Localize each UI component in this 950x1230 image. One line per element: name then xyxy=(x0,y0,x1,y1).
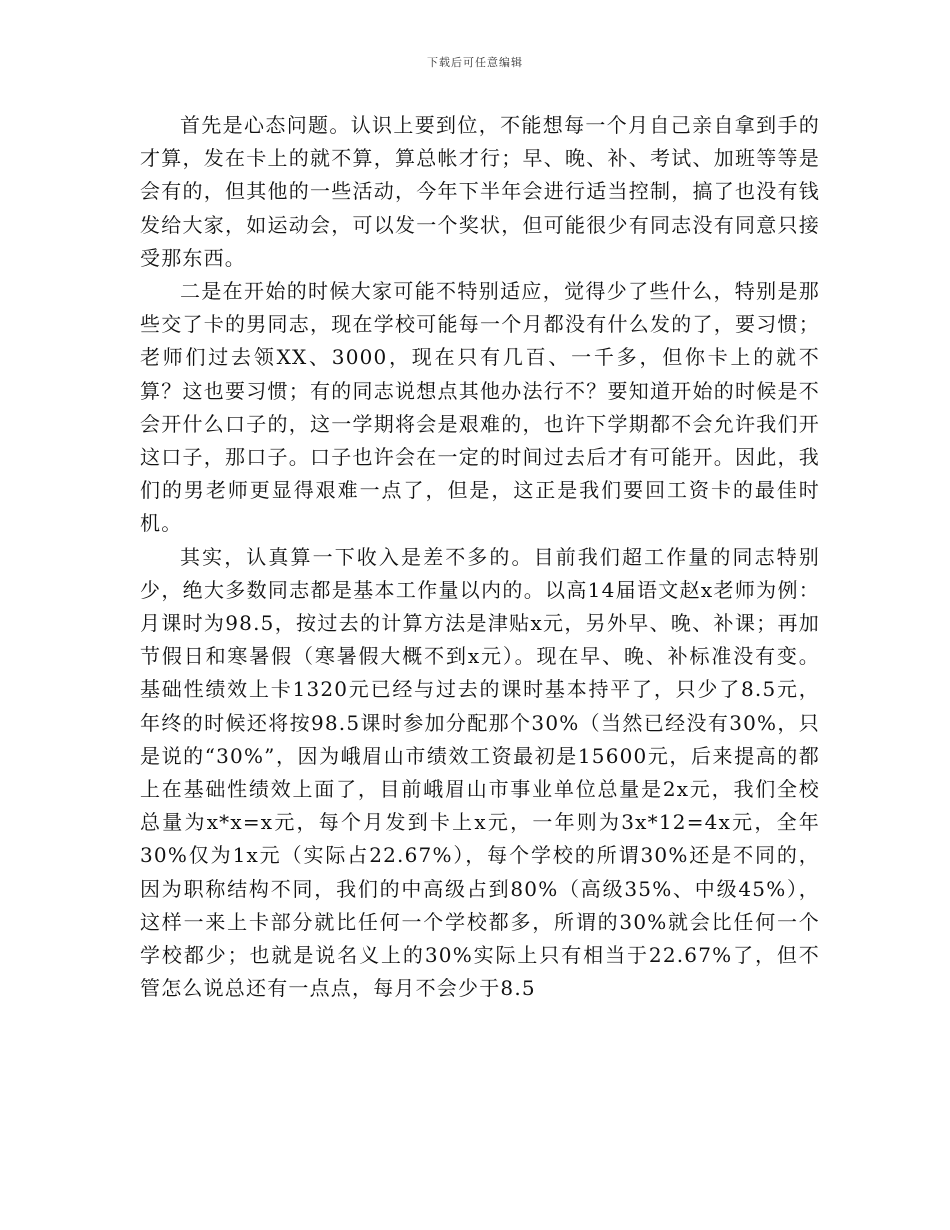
document-body xyxy=(140,109,820,1005)
paragraph-1: 首先是心态问题。认识上要到位，不能想每一个月自己亲自拿到手的才算，发在卡上的就不算，算总帐才行；早、晚、补、考试、加班等等是会有的，但其他的一些活动，今年下半年会进行适当控制，搞了也没有钱发给大家，如运动会，可以发一个奖状，但可能很少有同志没有同意只接受那东西。 xyxy=(140,113,820,270)
paragraph-2: 二是在开始的时候大家可能不特别适应，觉得少了些什么，特别是那些交了卡的男同志，现在学校可能每一个月都没有什么发的了，要习惯；老师们过去领XX、3000，现在只有几百、一千多，但你卡上的就不算？这也要习惯；有的同志说想点其他办法行不？要知道开始的时候是不会开什么口子的，这一学期将会是艰难的，也许下学期都不会允许我们开这口子，那口子。口子也许会在一定的时间过去后才有可能开。因此，我们的男老师更显得艰难一点了，但是，这正是我们要回工资卡的最佳时机。 xyxy=(140,279,820,536)
page-header: 下载后可任意编辑 xyxy=(427,56,523,69)
paragraph-3: 其实，认真算一下收入是差不多的。目前我们超工作量的同志特别少，绝大多数同志都是基本工作量以内的。以高14届语文赵x老师为例：月课时为98.5，按过去的计算方法是津贴x元，另外早、晚、补课；再加节假日和寒暑假（寒暑假大概不到x元）。现在早、晚、补标准没有变。基础性绩效上卡1320元已经与过去的课时基本持平了，只少了8.5元，年终的时候还将按98.5课时参加分配那个30%（当然已经没有30%，只是说的“30%”，因为峨眉山市绩效工资最初是15600元，后来提高的都上在基础性绩效上面了，目前峨眉山市事业单位总量是2x元，我们全校总量为x*x=x元，每个月发到卡上x元，一年则为3x*12=4x元，全年30%仅为1x元（实际占22.67%），每个学校的所谓30%还是不同的，因为职称结构不同，我们的中高级占到80%（高级35%、中级45%），这样一来上卡部分就比任何一个学校都多，所谓的30%就会比任何一个学校都少；也就是说名义上的30%实际上只有相当于22.67%了，但不管怎么说总还有一点点，每月不会少于8.5 xyxy=(140,544,820,1001)
